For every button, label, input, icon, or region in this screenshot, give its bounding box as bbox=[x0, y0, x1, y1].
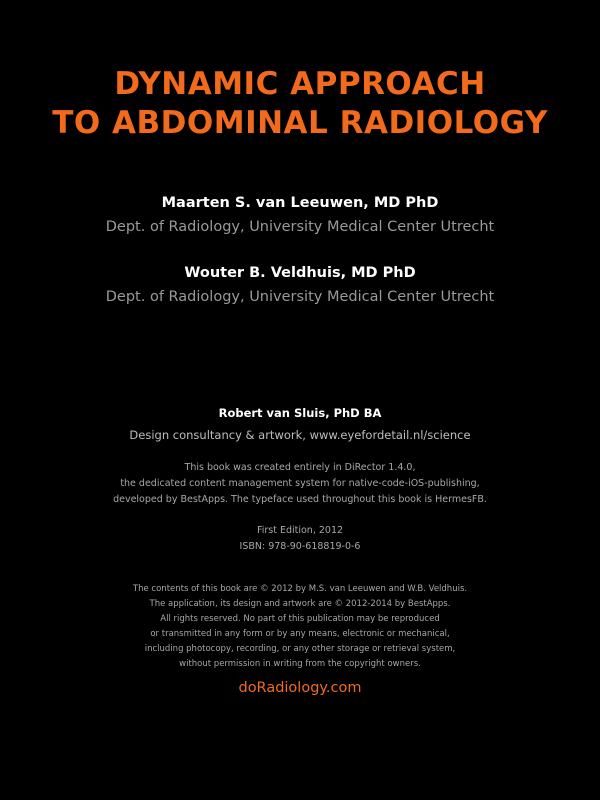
copyright-line: including photocopy, recording, or any other storage or retrieval system, bbox=[144, 644, 456, 654]
director-note-line: developed by BestApps. The typeface used throughout this book is HermesFB. bbox=[113, 494, 487, 505]
director-note-line: This book was created entirely in DiRector 1.4.0, bbox=[184, 462, 416, 473]
design-credit-line: Design consultancy & artwork, www.eyefordetail.nl/science bbox=[129, 428, 471, 442]
copyright-line: All rights reserved. No part of this publication may be reproduced bbox=[160, 614, 440, 624]
director-note bbox=[0, 460, 600, 508]
copyright-line: without permission in writing from the copyright owners. bbox=[179, 659, 421, 669]
copyright-line: The contents of this book are © 2012 by M.S. van Leeuwen and W.B. Veldhuis. bbox=[132, 584, 468, 594]
copyright-line: or transmitted in any form or by any means, electronic or mechanical, bbox=[150, 629, 450, 639]
author-1-department: Dept. of Radiology, University Medical Center Utrecht bbox=[105, 219, 495, 235]
book-title-line-1: DYNAMIC APPROACH bbox=[114, 66, 486, 102]
author-2-name: Wouter B. Veldhuis, MD PhD bbox=[184, 265, 416, 281]
author-2-department: Dept. of Radiology, University Medical Center Utrecht bbox=[105, 289, 495, 305]
author-1-name: Maarten S. van Leeuwen, MD PhD bbox=[161, 195, 439, 211]
design-credit-name: Robert van Sluis, PhD BA bbox=[218, 406, 382, 420]
copyright-line: The application, its design and artwork are © 2012-2014 by BestApps. bbox=[149, 599, 451, 609]
director-note-line: the dedicated content management system for native-code-iOS-publishing, bbox=[120, 478, 480, 489]
book-title-line-2: TO ABDOMINAL RADIOLOGY bbox=[52, 105, 548, 141]
edition-info bbox=[0, 523, 600, 555]
isbn-text: ISBN: 978-90-618819-0-6 bbox=[239, 541, 361, 552]
edition-text: First Edition, 2012 bbox=[256, 525, 344, 536]
copyright-notice bbox=[0, 582, 600, 672]
website-link[interactable]: doRadiology.com bbox=[238, 680, 362, 696]
